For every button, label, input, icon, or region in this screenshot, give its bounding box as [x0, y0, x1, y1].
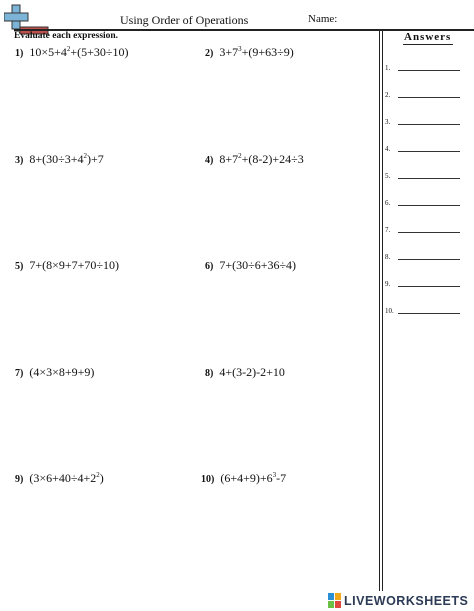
answer-blank-1[interactable] — [398, 70, 460, 71]
answer-column-divider — [379, 29, 380, 591]
question-9: 9) $(3\times 6+40\div 4+2^2)$ — [15, 471, 104, 485]
question-number: 10) — [201, 474, 215, 485]
answers-heading: Answers — [404, 31, 452, 43]
question-number: 3) — [15, 155, 24, 166]
answer-number-5: 5. — [385, 172, 391, 180]
question-number: 4) — [205, 155, 214, 166]
answer-number-9: 9. — [385, 280, 391, 288]
answer-blank-3[interactable] — [398, 124, 460, 125]
answer-number-6: 6. — [385, 199, 391, 207]
answer-number-3: 3. — [385, 118, 391, 126]
answer-blank-2[interactable] — [398, 97, 460, 98]
answer-number-4: 4. — [385, 145, 391, 153]
answer-blank-6[interactable] — [398, 205, 460, 206]
answers-heading-underline — [403, 44, 453, 45]
question-10: 10) $(6+4+9)+6^3-7$ — [201, 471, 287, 485]
question-4: 4) $8+7^2+(8-2)+24\div 3$ — [205, 152, 304, 166]
answer-blank-8[interactable] — [398, 259, 460, 260]
question-number: 5) — [15, 261, 24, 272]
question-number: 7) — [15, 368, 24, 379]
answer-blank-5[interactable] — [398, 178, 460, 179]
liveworksheets-brand[interactable]: LIVEWORKSHEETS — [344, 594, 469, 608]
question-number: 8) — [205, 368, 214, 379]
answer-number-2: 2. — [385, 91, 391, 99]
question-5: 5) 7+(8×9+7+70÷10) — [15, 258, 119, 272]
question-number: 6) — [205, 261, 214, 272]
answer-number-8: 8. — [385, 253, 391, 261]
question-7: 7) (4×3×8+9+9) — [15, 365, 95, 379]
answer-blank-9[interactable] — [398, 286, 460, 287]
answer-number-7: 7. — [385, 226, 391, 234]
question-number: 9) — [15, 474, 24, 485]
question-3: 3) $8+(30\div 3+4^2)+7$ — [15, 152, 104, 166]
name-label: Name: — [308, 13, 338, 25]
answer-blank-4[interactable] — [398, 151, 460, 152]
instructions: Evaluate each expression. — [14, 31, 119, 41]
answer-column-divider-inner — [382, 29, 383, 591]
liveworksheets-logo-icon — [328, 593, 342, 609]
answer-blank-10[interactable] — [398, 313, 460, 314]
answer-blank-7[interactable] — [398, 232, 460, 233]
question-8: 8) 4+(3-2)-2+10 — [205, 365, 285, 379]
question-6: 6) 7+(30÷6+36÷4) — [205, 258, 297, 272]
question-1: 1) $10\times 5+4^2+(5+30\div 10)$ — [15, 45, 129, 59]
answer-number-1: 1. — [385, 64, 391, 72]
worksheet-title: Using Order of Operations — [120, 13, 249, 27]
answer-number-10: 10. — [385, 307, 394, 315]
question-number: 2) — [205, 48, 214, 59]
question-number: 1) — [15, 48, 24, 59]
question-2: 2) $3+7^3+(9+63\div 9)$ — [205, 45, 294, 59]
